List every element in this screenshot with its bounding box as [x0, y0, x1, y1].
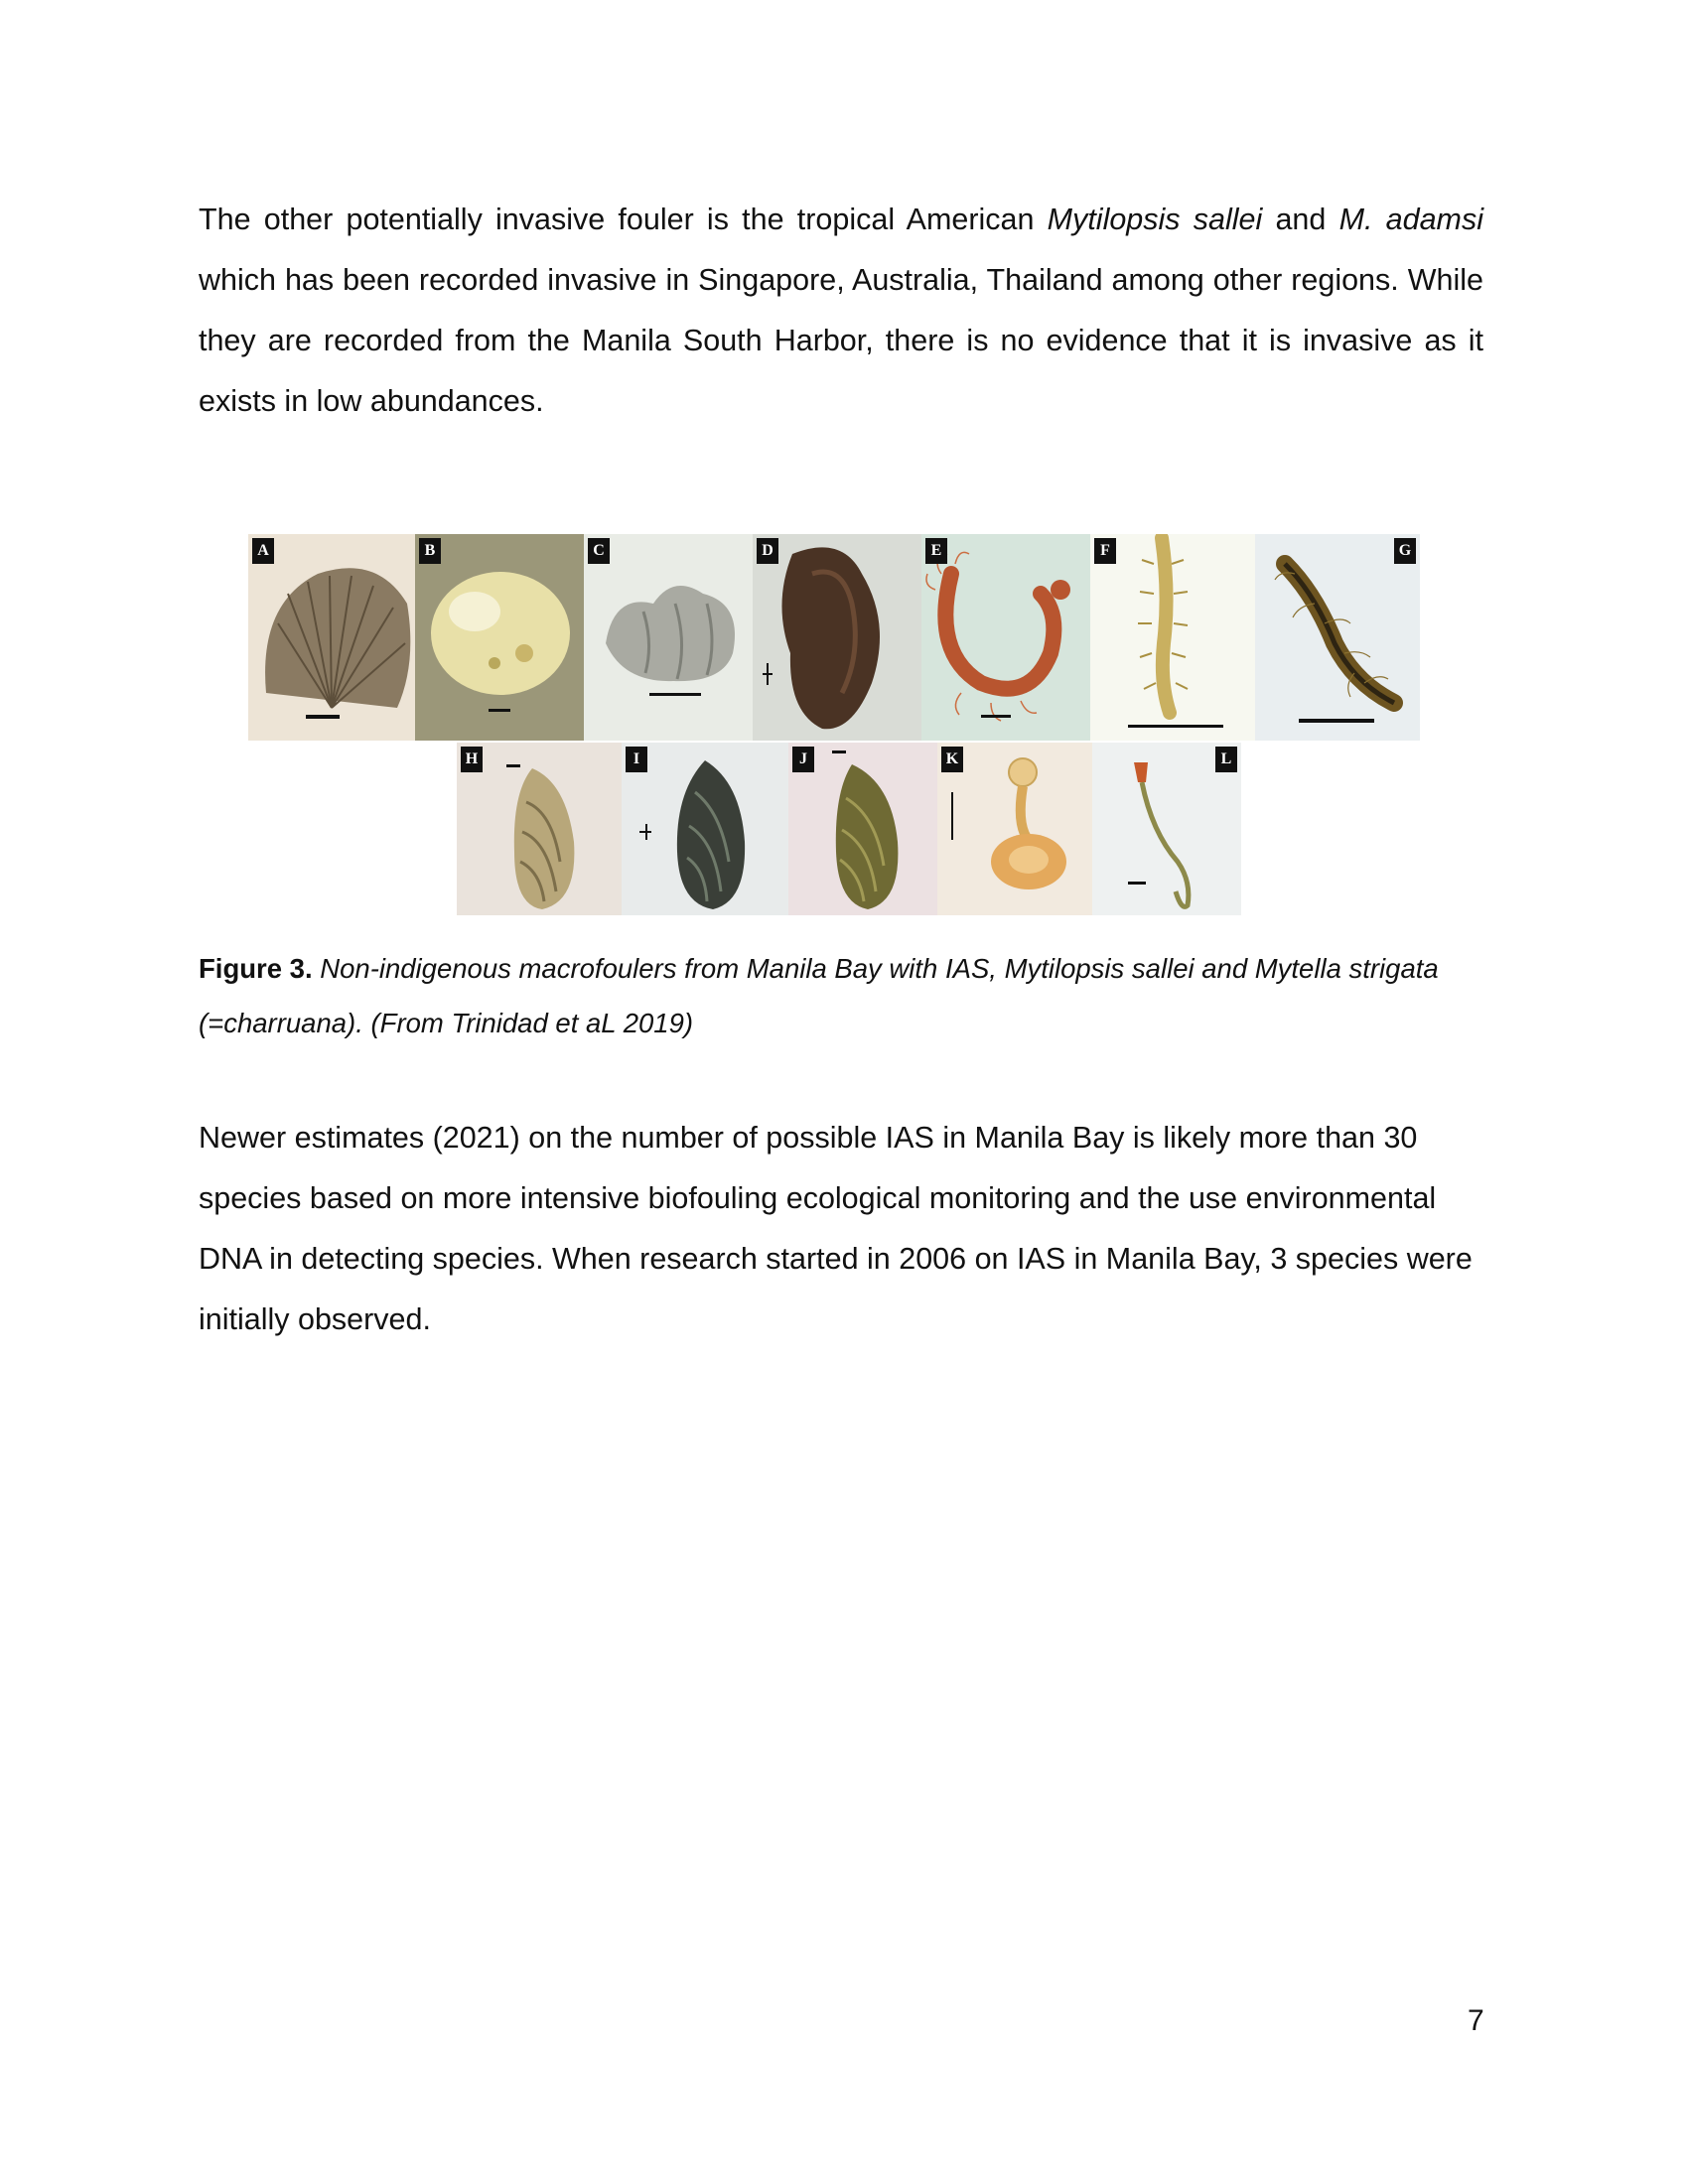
body-paragraph-estimates: Newer estimates (2021) on the number of possible IAS in Manila Bay is likely more than 30 species based on more intensive biofouling ecological monitoring and the use environmental DNA in detecting species. When research started in 2006 on IAS in Manila Bay, 3 species were initially observed. [199, 1121, 1473, 1336]
dark-bivalve-icon [753, 534, 921, 741]
panel-label-g: G [1394, 538, 1416, 564]
paragraph-text: The other potentially invasive fouler is the tropical American [199, 203, 1048, 236]
panel-b [415, 534, 584, 741]
panel-label-l: L [1215, 747, 1237, 772]
panel-i [622, 743, 788, 915]
panel-label-i: I [626, 747, 647, 772]
hairy-worm-icon [1255, 534, 1420, 741]
panel-j [788, 743, 937, 915]
figure-3-image-grid [248, 534, 1420, 915]
panel-a [248, 534, 415, 741]
paragraph-text: and [1262, 203, 1339, 236]
paragraph-text: which has been recorded invasive in Singapore, Australia, Thailand among other regions. While they are recorded from the Manila South Harbor, there is no evidence that it is invasive as it exists in low abundances. [199, 263, 1483, 418]
panel-label-k: K [941, 747, 963, 772]
panel-l [1092, 743, 1241, 915]
caption-text: Non-indigenous macrofoulers from Manila Bay with IAS, Mytilopsis sallei and Mytella strigata (=charruana). (From Trinidad et aL 2019) [199, 953, 1439, 1038]
species-name-mytilopsis-sallei: Mytilopsis sallei [1047, 203, 1263, 236]
panel-e [921, 534, 1090, 741]
panel-c [584, 534, 753, 741]
panel-label-e: E [925, 538, 947, 564]
species-name-m-adamsi: M. adamsi [1338, 203, 1483, 236]
coiled-shell-icon [584, 534, 753, 741]
panel-label-a: A [252, 538, 274, 564]
panel-label-f: F [1094, 538, 1116, 564]
panel-f [1090, 534, 1255, 741]
panel-label-d: D [757, 538, 778, 564]
panel-h [457, 743, 622, 915]
panel-g [1255, 534, 1420, 741]
panel-k [937, 743, 1092, 915]
panel-label-b: B [419, 538, 441, 564]
caption-label: Figure 3. [199, 953, 313, 984]
panel-label-c: C [588, 538, 610, 564]
panel-label-j: J [792, 747, 814, 772]
body-paragraph-mytilopsis [199, 190, 1483, 432]
polychaete-icon [1090, 534, 1255, 741]
figure-caption [199, 941, 1483, 1050]
panel-d [753, 534, 921, 741]
white-shell-icon [415, 534, 584, 741]
tube-worm-icon [921, 534, 1090, 741]
page-number: 7 [1468, 2004, 1484, 2037]
scallop-shell-icon [248, 534, 415, 741]
panel-label-h: H [461, 747, 483, 772]
